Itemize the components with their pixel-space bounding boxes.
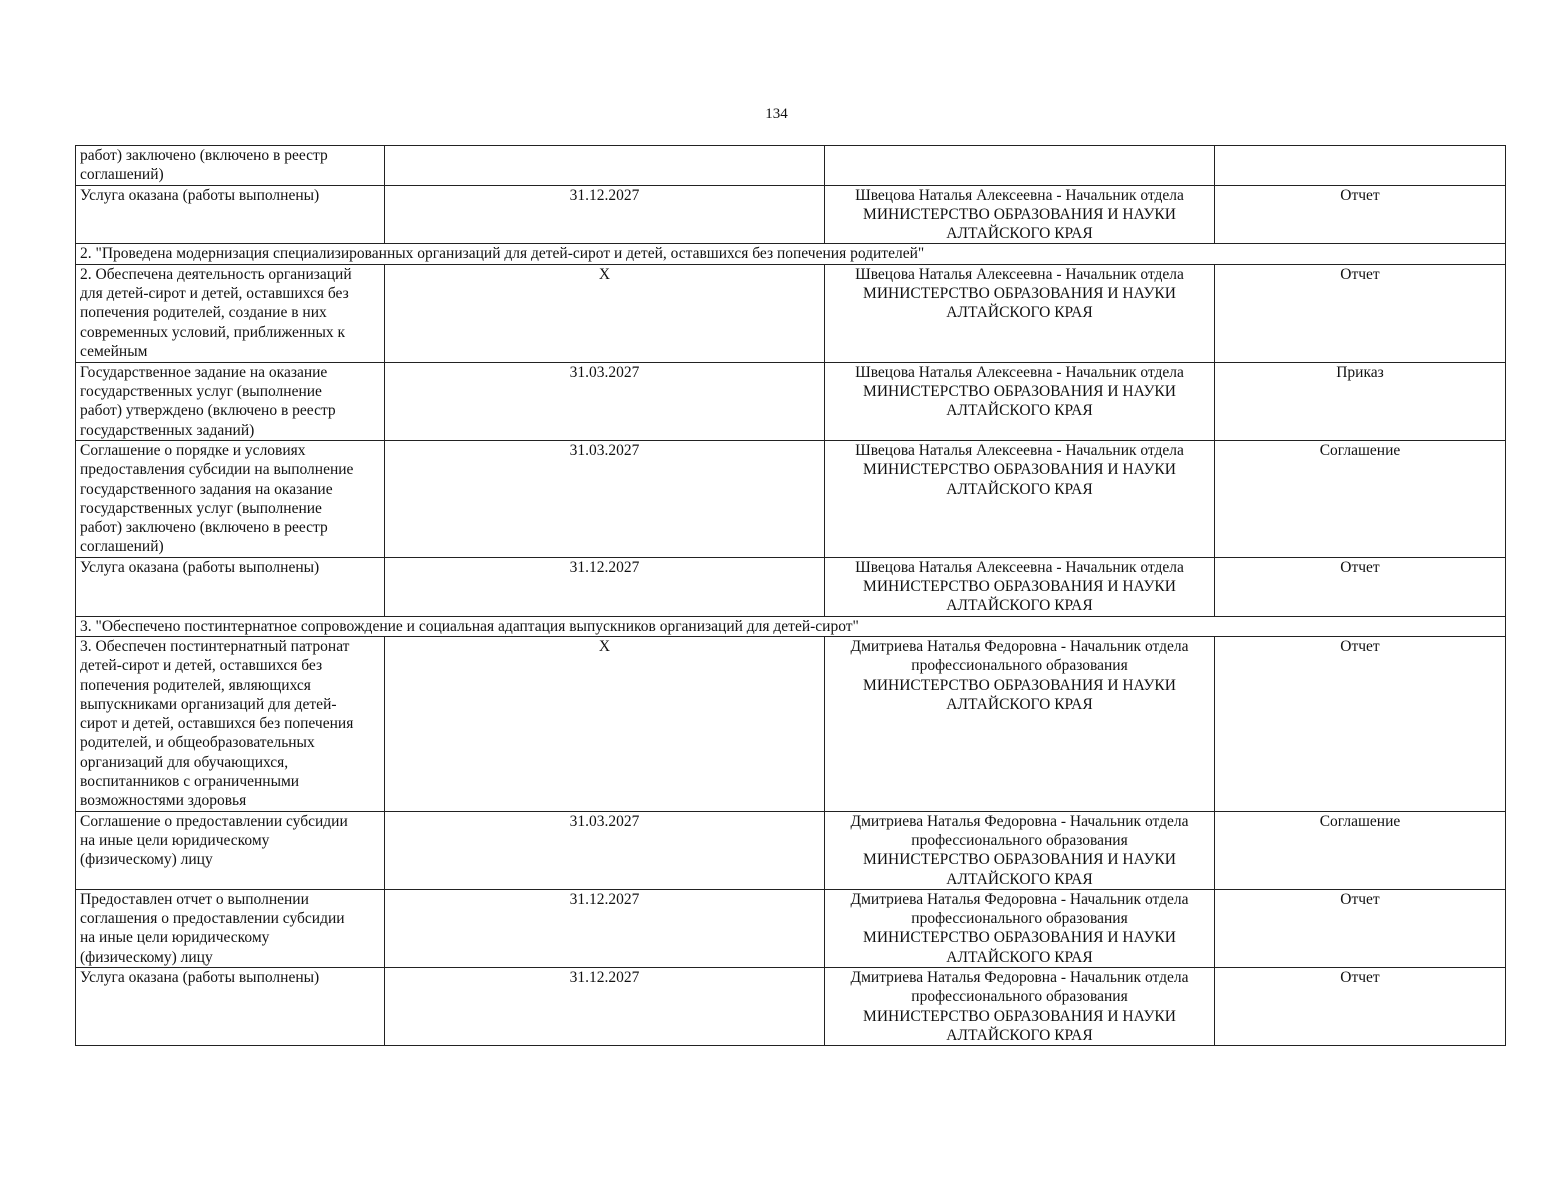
document-type-cell: Отчет <box>1215 185 1506 244</box>
section-title: 3. "Обеспечено постинтернатное сопровождение и социальная адаптация выпускников организаций для детей-сирот" <box>76 616 1506 636</box>
responsible-line: профессионального образования <box>911 657 1128 675</box>
event-name-line: Услуга оказана (работы выполнены) <box>80 968 320 986</box>
event-name-line: 3. Обеспечен постинтернатный патронат <box>80 637 350 655</box>
table-row <box>76 557 1506 616</box>
responsible-line: АЛТАЙСКОГО КРАЯ <box>946 304 1093 322</box>
table-body <box>76 146 1506 1046</box>
event-name-line: сирот и детей, оставшихся без попечения <box>80 715 354 733</box>
responsible-line: Швецова Наталья Алексеевна - Начальник отдела <box>855 363 1184 381</box>
responsible-line: АЛТАЙСКОГО КРАЯ <box>946 597 1093 615</box>
responsible-cell <box>825 264 1215 362</box>
due-date-cell: 31.12.2027 <box>385 557 825 616</box>
event-name-line: детей-сирот и детей, оставшихся без <box>80 657 323 675</box>
due-date-cell: 31.03.2027 <box>385 362 825 440</box>
responsible-line: Дмитриева Наталья Федоровна - Начальник отдела <box>850 890 1189 908</box>
table-row <box>76 185 1506 244</box>
responsible-line: МИНИСТЕРСТВО ОБРАЗОВАНИЯ И НАУКИ <box>863 676 1176 694</box>
event-name-line: Соглашение о предоставлении субсидии <box>80 812 348 830</box>
control-points-table <box>75 145 1506 1046</box>
table-row <box>76 811 1506 889</box>
responsible-line: МИНИСТЕРСТВО ОБРАЗОВАНИЯ И НАУКИ <box>863 851 1176 869</box>
event-name-line: семейным <box>80 342 148 360</box>
section-row <box>76 616 1506 636</box>
responsible-line: Швецова Наталья Алексеевна - Начальник отдела <box>855 441 1184 459</box>
document-type-cell: Отчет <box>1215 264 1506 362</box>
event-name-line: Услуга оказана (работы выполнены) <box>80 558 320 576</box>
responsible-line: Дмитриева Наталья Федоровна - Начальник отдела <box>850 968 1189 986</box>
document-type-cell: Отчет <box>1215 557 1506 616</box>
table-row <box>76 362 1506 440</box>
event-name-line: на иные цели юридическому <box>80 831 270 849</box>
responsible-line: профессионального образования <box>911 988 1128 1006</box>
responsible-cell <box>825 557 1215 616</box>
responsible-cell <box>825 146 1215 186</box>
event-name-line: предоставления субсидии на выполнение <box>80 461 354 479</box>
responsible-line: Дмитриева Наталья Федоровна - Начальник отдела <box>850 812 1189 830</box>
event-name-line: попечения родителей, являющихся <box>80 676 311 694</box>
event-name-line: государственных услуг (выполнение <box>80 499 322 517</box>
responsible-line: МИНИСТЕРСТВО ОБРАЗОВАНИЯ И НАУКИ <box>863 1007 1176 1025</box>
event-name-cell <box>76 557 385 616</box>
responsible-line: АЛТАЙСКОГО КРАЯ <box>946 948 1093 966</box>
responsible-line: профессионального образования <box>911 831 1128 849</box>
table-row <box>76 440 1506 557</box>
responsible-line: Швецова Наталья Алексеевна - Начальник отдела <box>855 186 1184 204</box>
responsible-cell <box>825 636 1215 811</box>
due-date-cell: 31.12.2027 <box>385 185 825 244</box>
event-name-line: попечения родителей, создание в них <box>80 304 327 322</box>
event-name-line: выпускниками организаций для детей- <box>80 695 337 713</box>
event-name-line: соглашений) <box>80 166 164 184</box>
responsible-line: Швецова Наталья Алексеевна - Начальник отдела <box>855 265 1184 283</box>
section-row <box>76 244 1506 264</box>
responsible-line: АЛТАЙСКОГО КРАЯ <box>946 1026 1093 1044</box>
table-row <box>76 146 1506 186</box>
document-type-cell <box>1215 146 1506 186</box>
document-type-cell: Отчет <box>1215 636 1506 811</box>
due-date-cell: 31.03.2027 <box>385 811 825 889</box>
responsible-cell <box>825 362 1215 440</box>
event-name-cell <box>76 440 385 557</box>
responsible-cell <box>825 185 1215 244</box>
event-name-line: государственных заданий) <box>80 421 255 439</box>
event-name-line: работ) заключено (включено в реестр <box>80 519 328 537</box>
document-type-cell: Отчет <box>1215 967 1506 1045</box>
responsible-line: МИНИСТЕРСТВО ОБРАЗОВАНИЯ И НАУКИ <box>863 578 1176 596</box>
event-name-line: современных условий, приближенных к <box>80 323 346 341</box>
due-date-cell: X <box>385 264 825 362</box>
event-name-line: работ) утверждено (включено в реестр <box>80 402 336 420</box>
document-type-cell: Соглашение <box>1215 440 1506 557</box>
event-name-line: Услуга оказана (работы выполнены) <box>80 186 320 204</box>
event-name-cell <box>76 889 385 967</box>
responsible-line: АЛТАЙСКОГО КРАЯ <box>946 402 1093 420</box>
responsible-line: АЛТАЙСКОГО КРАЯ <box>946 225 1093 243</box>
event-name-line: на иные цели юридическому <box>80 929 270 947</box>
event-name-line: работ) заключено (включено в реестр <box>80 147 328 164</box>
event-name-line: соглашений) <box>80 538 164 556</box>
event-name-line: родителей, и общеобразовательных <box>80 734 315 752</box>
event-name-line: государственного задания на оказание <box>80 480 333 498</box>
due-date-cell: X <box>385 636 825 811</box>
due-date-cell: 31.12.2027 <box>385 967 825 1045</box>
document-type-cell: Отчет <box>1215 889 1506 967</box>
responsible-line: АЛТАЙСКОГО КРАЯ <box>946 870 1093 888</box>
responsible-cell <box>825 889 1215 967</box>
event-name-line: государственных услуг (выполнение <box>80 383 322 401</box>
event-name-line: организаций для обучающихся, <box>80 753 289 771</box>
responsible-line: АЛТАЙСКОГО КРАЯ <box>946 695 1093 713</box>
responsible-line: АЛТАЙСКОГО КРАЯ <box>946 480 1093 498</box>
table-row <box>76 264 1506 362</box>
due-date-cell: 31.12.2027 <box>385 889 825 967</box>
document-type-cell: Приказ <box>1215 362 1506 440</box>
event-name-cell <box>76 967 385 1045</box>
responsible-line: МИНИСТЕРСТВО ОБРАЗОВАНИЯ И НАУКИ <box>863 461 1176 479</box>
event-name-cell <box>76 264 385 362</box>
event-name-line: 2. Обеспечена деятельность организаций <box>80 265 352 283</box>
responsible-line: Швецова Наталья Алексеевна - Начальник отдела <box>855 558 1184 576</box>
event-name-cell <box>76 146 385 186</box>
event-name-line: для детей-сирот и детей, оставшихся без <box>80 285 349 303</box>
event-name-line: (физическому) лицу <box>80 851 213 869</box>
event-name-cell <box>76 811 385 889</box>
responsible-cell <box>825 811 1215 889</box>
event-name-line: соглашения о предоставлении субсидии <box>80 910 345 928</box>
table-row <box>76 636 1506 811</box>
event-name-cell <box>76 185 385 244</box>
document-type-cell: Соглашение <box>1215 811 1506 889</box>
table-row <box>76 967 1506 1045</box>
section-title: 2. "Проведена модернизация специализированных организаций для детей-сирот и детей, оставшихся без попечения родителей" <box>76 244 1506 264</box>
page-number: 134 <box>765 106 788 122</box>
event-name-cell <box>76 362 385 440</box>
due-date-cell: 31.03.2027 <box>385 440 825 557</box>
responsible-cell <box>825 440 1215 557</box>
event-name-line: (физическому) лицу <box>80 948 213 966</box>
responsible-cell <box>825 967 1215 1045</box>
due-date-cell <box>385 146 825 186</box>
responsible-line: профессионального образования <box>911 910 1128 928</box>
table-row <box>76 889 1506 967</box>
responsible-line: МИНИСТЕРСТВО ОБРАЗОВАНИЯ И НАУКИ <box>863 285 1176 303</box>
responsible-line: МИНИСТЕРСТВО ОБРАЗОВАНИЯ И НАУКИ <box>863 929 1176 947</box>
event-name-line: воспитанников с ограниченными <box>80 773 300 791</box>
event-name-line: Соглашение о порядке и условиях <box>80 441 306 459</box>
event-name-line: Предоставлен отчет о выполнении <box>80 890 309 908</box>
event-name-line: возможностями здоровья <box>80 792 247 810</box>
responsible-line: МИНИСТЕРСТВО ОБРАЗОВАНИЯ И НАУКИ <box>863 205 1176 223</box>
event-name-cell <box>76 636 385 811</box>
responsible-line: Дмитриева Наталья Федоровна - Начальник отдела <box>850 637 1189 655</box>
responsible-line: МИНИСТЕРСТВО ОБРАЗОВАНИЯ И НАУКИ <box>863 383 1176 401</box>
event-name-line: Государственное задание на оказание <box>80 363 328 381</box>
